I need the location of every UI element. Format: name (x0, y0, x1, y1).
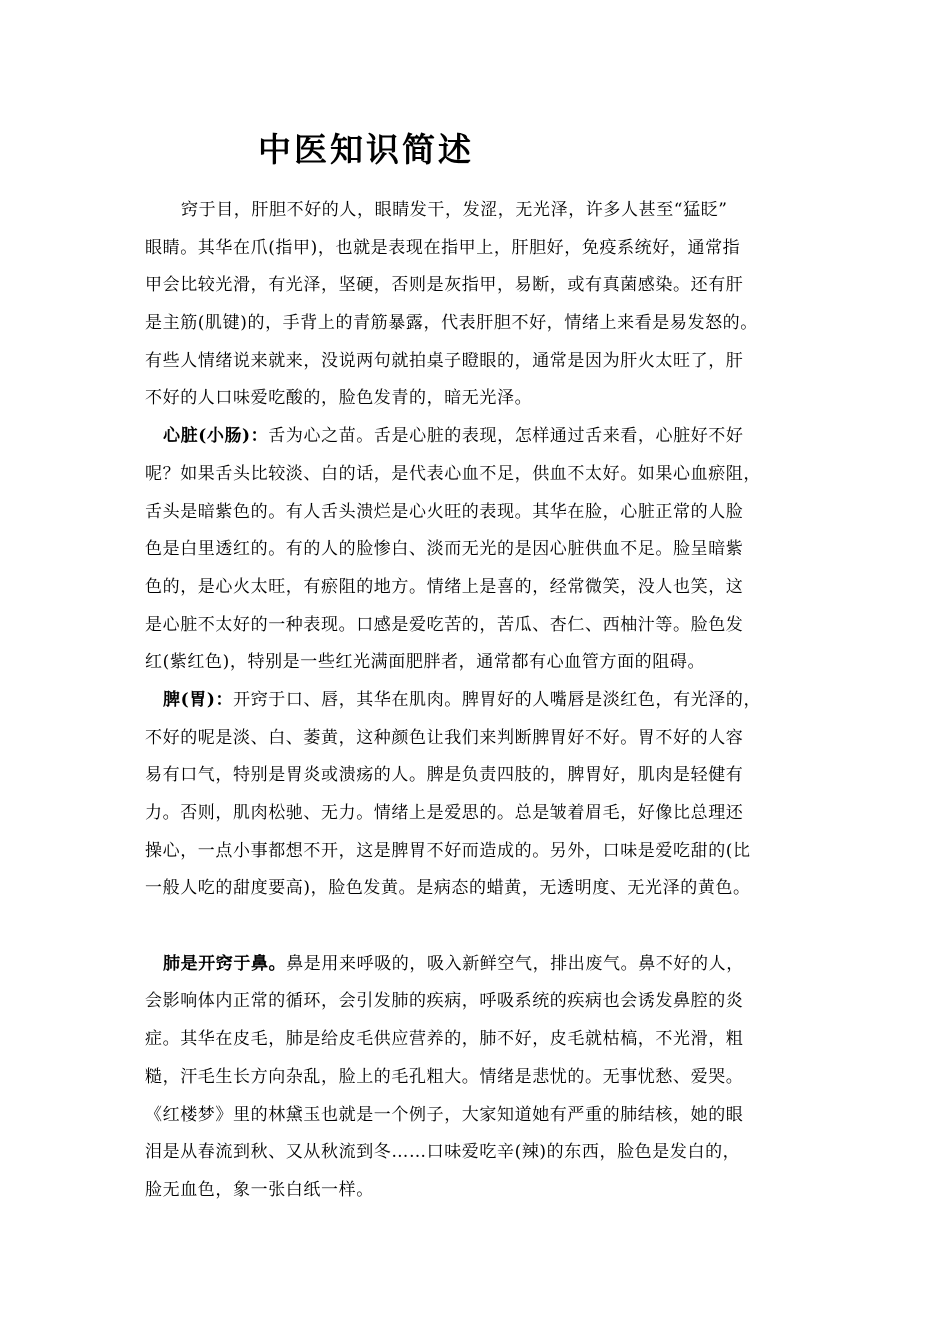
text-line: 是主筋(肌键)的，手背上的青筋暴露，代表肝胆不好，情绪上来看是易发怒的。 (145, 313, 758, 334)
heading-continuation: 舌为心之苗。舌是心脏的表现，怎样通过舌来看，心脏好不好 (268, 426, 744, 447)
text-line: 会影响体内正常的循环，会引发肺的疾病，呼吸系统的疾病也会诱发鼻腔的炎 (145, 991, 744, 1012)
heading-continuation: 鼻是用来呼吸的，吸入新鲜空气，排出废气。鼻不好的人， (286, 953, 744, 974)
section-heading-heart: 心脏(小肠)： (163, 426, 269, 447)
text-line: 有些人情绪说来就来，没说两句就拍桌子瞪眼的，通常是因为肝火太旺了，肝 (145, 350, 744, 371)
text-line: 舌头是暗紫色的。有人舌头溃烂是心火旺的表现。其华在脸，心脏正常的人脸 (145, 501, 744, 522)
text-line: 是心脏不太好的一种表现。口感是爱吃苦的，苦瓜、杏仁、西柚汁等。脸色发 (145, 614, 744, 635)
paragraph-heart (145, 418, 815, 682)
text-line: 窍于目，肝胆不好的人，眼睛发干，发涩，无光泽，许多人甚至“猛眨” (181, 200, 728, 220)
text-line (145, 946, 815, 984)
section-heading-spleen: 脾(胃)： (163, 689, 234, 710)
text-line: 易有口气，特别是胃炎或溃疡的人。脾是负责四肢的，脾胃好，肌肉是轻健有 (145, 765, 744, 786)
text-line: 红(紫红色)，特别是一些红光满面肥胖者，通常都有心血管方面的阻碍。 (145, 652, 706, 673)
paragraph-lung (145, 946, 815, 1210)
text-line: 《红楼梦》里的林黛玉也就是一个例子，大家知道她有严重的肺结核，她的眼 (145, 1104, 744, 1125)
text-line: 操心，一点小事都想不开，这是脾胃不好而造成的。另外，口味是爱吃甜的(比 (145, 840, 751, 861)
section-heading-lung: 肺是开窍于鼻。 (163, 953, 287, 974)
text-line (145, 418, 815, 456)
text-line: 呢？如果舌头比较淡、白的话，是代表心血不足，供血不太好。如果心血瘀阻， (145, 463, 761, 484)
text-line: 力。否则，肌肉松驰、无力。情绪上是爱思的。总是皱着眉毛，好像比总理还 (145, 803, 744, 823)
text-line: 一般人吃的甜度要高)，脸色发黄。是病态的蜡黄，无透明度、无光泽的黄色。 (145, 878, 751, 899)
text-line: 眼睛。其华在爪(指甲)，也就是表现在指甲上，肝胆好，免疫系统好，通常指 (145, 237, 741, 258)
document-title: 中医知识简述 (258, 130, 474, 169)
text-line: 糙，汗毛生长方向杂乱，脸上的毛孔粗大。情绪是悲忧的。无事忧愁、爱哭。 (145, 1066, 744, 1087)
text-line: 色的，是心火太旺，有瘀阻的地方。情绪上是喜的，经常微笑，没人也笑，这 (145, 576, 744, 597)
heading-continuation: 开窍于口、唇，其华在肌肉。脾胃好的人嘴唇是淡红色，有光泽的， (233, 689, 762, 710)
text-line: 不好的人口味爱吃酸的，脸色发青的，暗无光泽。 (145, 388, 533, 409)
text-line: 症。其华在皮毛，肺是给皮毛供应营养的，肺不好，皮毛就枯槁，不光滑，粗 (145, 1029, 744, 1050)
text-line: 泪是从春流到秋、又从秋流到冬……口味爱吃辛(辣)的东西，脸色是发白的， (145, 1142, 741, 1163)
paragraph-spacer (145, 908, 815, 946)
paragraph-liver (145, 192, 815, 418)
paragraph-spleen (145, 682, 815, 908)
text-line (145, 682, 815, 720)
text-line: 甲会比较光滑，有光泽，坚硬，否则是灰指甲，易断，或有真菌感染。还有肝 (145, 275, 744, 296)
document-body (145, 192, 815, 1210)
text-line: 不好的呢是淡、白、萎黄，这种颜色让我们来判断脾胃好不好。胃不好的人容 (145, 727, 744, 748)
text-line: 色是白里透红的。有的人的脸惨白、淡而无光的是因心脏供血不足。脸呈暗紫 (145, 539, 744, 560)
text-line: 脸无血色，象一张白纸一样。 (145, 1179, 374, 1200)
